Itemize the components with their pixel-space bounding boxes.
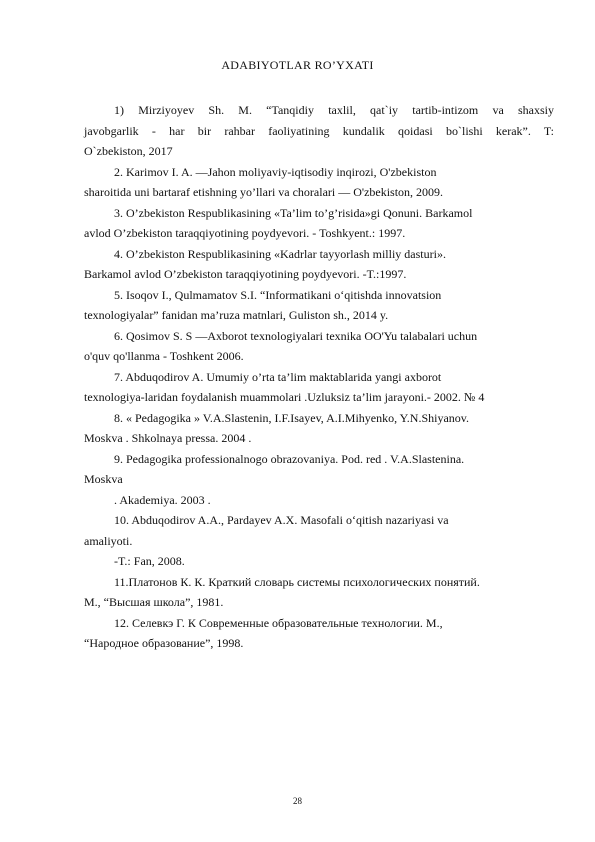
reference-line: sharoitida uni bartaraf etishning yo’llari va choralari — O'zbekiston, 2009. (84, 185, 444, 199)
reference-line: 3. O’zbekiston Respublikasining «Ta’lim to’g’risida»gi Qonuni. Barkamol (114, 205, 473, 220)
page-number: 28 (293, 796, 302, 806)
reference-line: 9. Pedagogika professionalnogo obrazovaniya. Pod. red . V.A.Slastenina. (114, 451, 465, 466)
reference-item (84, 285, 554, 326)
reference-item (84, 162, 554, 203)
reference-line: O`zbekiston, 2017 (84, 144, 173, 158)
reference-item (84, 449, 554, 511)
reference-line: 2. Karimov I. A. —Jahon moliyaviy-iqtisodiy inqirozi, O'zbekiston (114, 164, 437, 179)
reference-line: 1) Mirziyoyev Sh. M. “Tanqidiy taxlil, qat`iy tartib-intizom va shaxsiy (114, 103, 554, 117)
reference-list (84, 100, 554, 654)
reference-line: 12. Селевкэ Г. К Современные образовательные технологии. М., (114, 615, 443, 630)
reference-line: “Народное образование”, 1998. (84, 636, 244, 650)
reference-line: 8. « Pedagogika » V.A.Slastenin, I.F.Isayev, A.I.Mihyenko, Y.N.Shiyanov. (114, 410, 470, 425)
reference-line: -T.: Fan, 2008. (114, 554, 185, 568)
reference-item (84, 326, 554, 367)
reference-line: texnologiya-laridan foydalanish muammolari .Uzluksiz ta’lim jarayoni.- 2002. № 4 (84, 390, 485, 404)
reference-line: avlod O’zbekiston taraqqiyotining poydyevori. - Toshkyent.: 1997. (84, 226, 406, 240)
reference-item (84, 408, 554, 449)
reference-item (84, 203, 554, 244)
reference-item (84, 613, 554, 654)
page-title: ADABIYOTLAR RO’YXATI (221, 58, 374, 72)
reference-line: Moskva (84, 472, 123, 486)
reference-line: 6. Qosimov S. S —Axborot texnologiyalari texnika OO'Yu talabalari uchun (114, 328, 478, 343)
reference-line: amaliyoti. (84, 533, 133, 548)
reference-item (84, 367, 554, 408)
reference-line: . Akademiya. 2003 . (114, 492, 211, 507)
reference-item (84, 510, 554, 572)
reference-item (84, 572, 554, 613)
reference-line: o'quv qo'llanma - Toshkent 2006. (84, 349, 244, 363)
reference-line: texnologiyalar” fanidan ma’ruza matnlari, Guliston sh., 2014 y. (84, 308, 389, 322)
reference-line: javobgarlik - har bir rahbar faoliyatining kundalik qoidasi bo`lishi kerak”. T: (84, 123, 554, 138)
reference-line: 7. Abduqodirov A. Umumiy o’rta ta’lim maktablarida yangi axborot (114, 369, 442, 384)
reference-item (84, 244, 554, 285)
reference-line: 4. O’zbekiston Respublikasining «Kadrlar tayyorlash milliy dasturi». (114, 246, 446, 261)
reference-line: 11.Платонов К. К. Краткий словарь системы психологических понятий. (114, 574, 480, 589)
reference-line: Moskva . Shkolnaya pressa. 2004 . (84, 431, 252, 445)
reference-line: 10. Abduqodirov A.A., Pardayev A.X. Masofali o‘qitish nazariyasi va (114, 513, 449, 527)
reference-line: 5. Isoqov I., Qulmamatov S.I. “Informatikani o‘qitishda innovatsion (114, 287, 442, 302)
reference-item (84, 100, 554, 162)
reference-line: М., “Высшая школа”, 1981. (84, 595, 224, 609)
reference-line: Barkamol avlod O’zbekiston taraqqiyotining poydyevori. -T.:1997. (84, 267, 407, 281)
